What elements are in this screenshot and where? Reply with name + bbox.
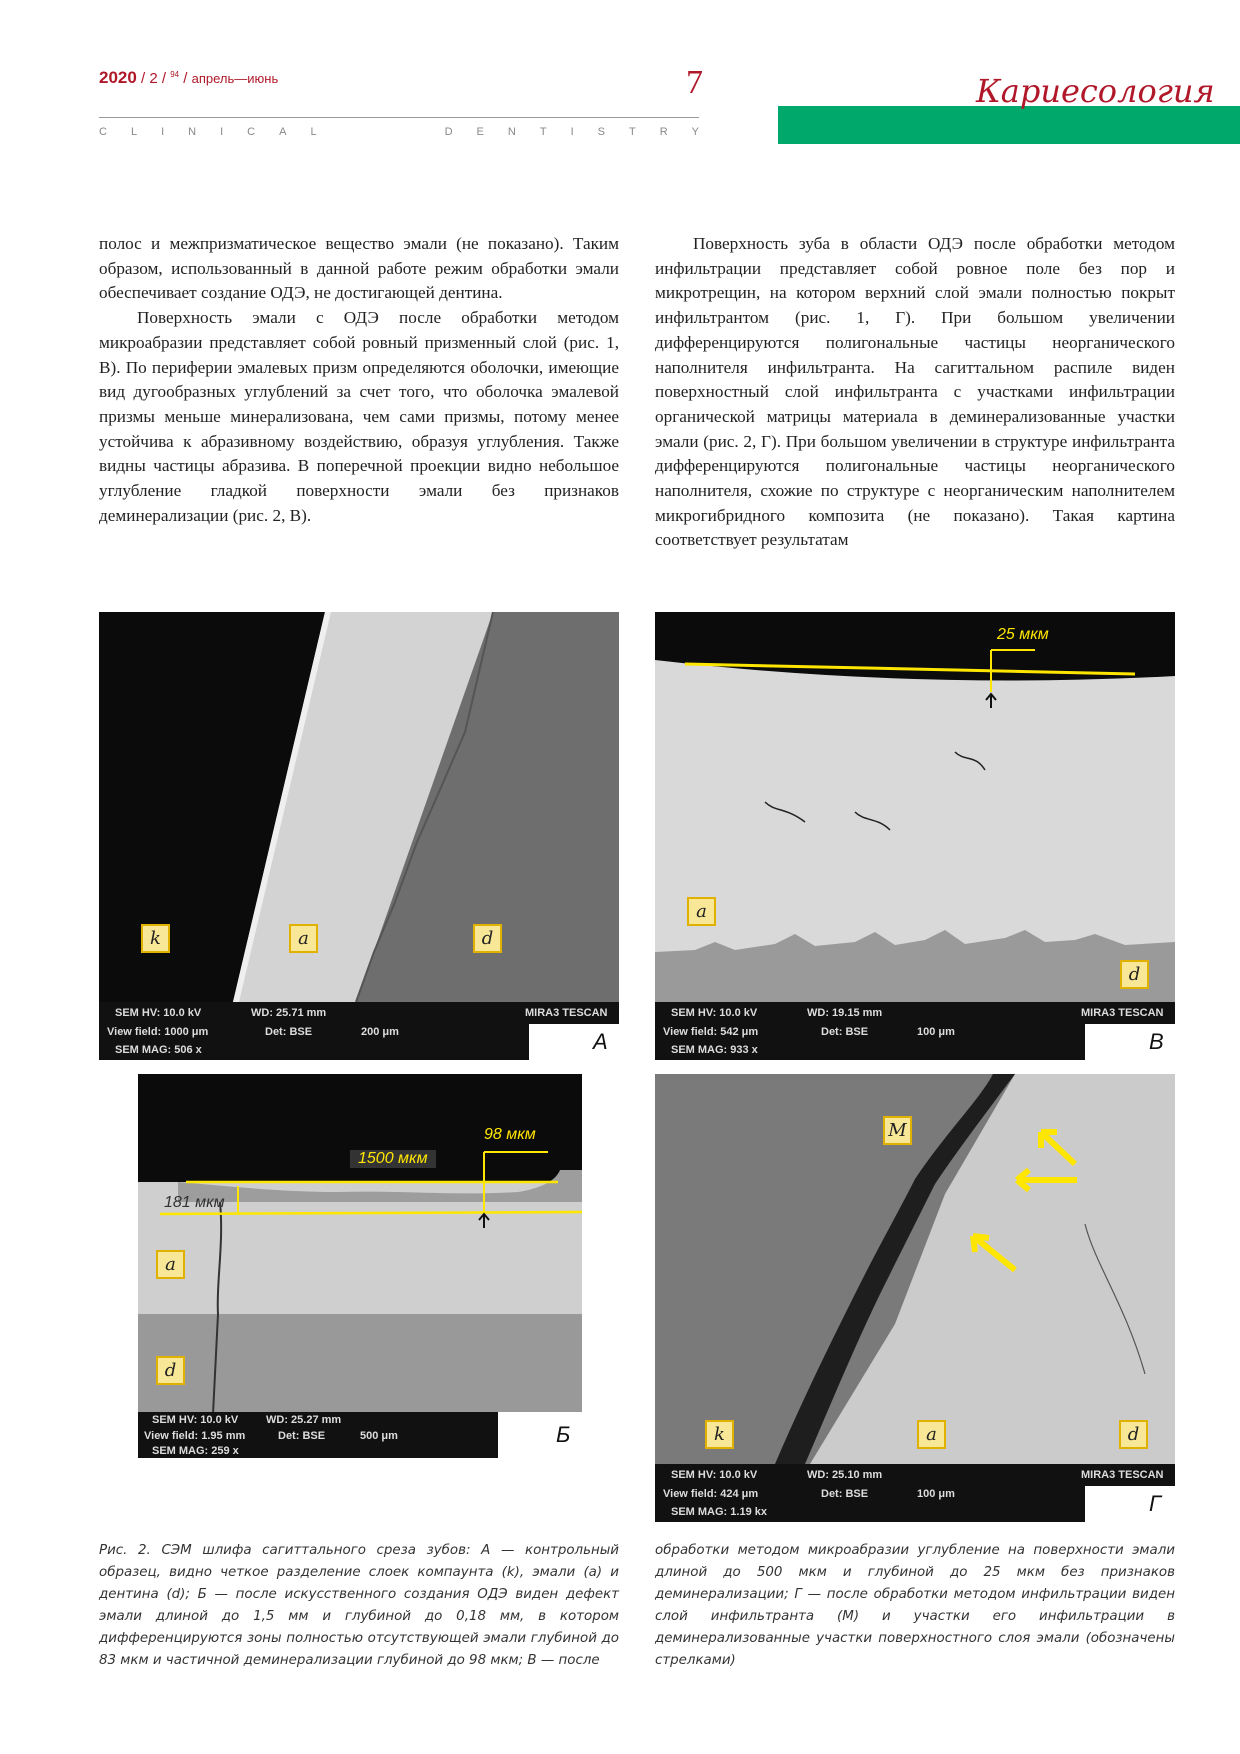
journal-letter: A [279, 126, 287, 138]
right-column-text [655, 232, 1175, 553]
panel-letter-v: В [1149, 1029, 1164, 1054]
panel-letter-a: А [593, 1029, 608, 1054]
journal-letter: I [220, 126, 224, 138]
journal-letter: N [188, 126, 197, 138]
sem-mag: SEM MAG: 1.19 kx [671, 1506, 767, 1518]
issue-number: 2 [149, 70, 158, 87]
sem-mag: SEM MAG: 506 x [115, 1044, 202, 1056]
header-rule [99, 117, 699, 118]
sem-detector: Det: BSE [821, 1488, 869, 1500]
figure-caption-right: обработки методом микроабразии углубление на поверхности эмали длиной до 500 мкм и глубиной до 25 мкм без признаков деминерализации; Г — после обработки методом инфильтрации виден слой инфильтранта (М) и участки его инфильтрации в деминерализованные участки поверхностного слоя эмали (обозначены стрелками) [655, 1543, 1175, 1668]
journal-letter: S [597, 126, 605, 138]
panel-letter-b: Б [556, 1422, 571, 1447]
sem-hv: SEM HV: 10.0 kV [152, 1414, 239, 1426]
issue-year: 2020 [99, 68, 137, 87]
figure-panel-g [655, 1074, 1175, 1522]
sem-view-field: View field: 542 μm [663, 1026, 759, 1038]
label-enamel: a [687, 897, 716, 926]
left-column-text [99, 232, 619, 528]
sem-hv: SEM HV: 10.0 kV [671, 1469, 758, 1481]
journal-letter: L [130, 126, 138, 138]
measure-1500: 1500 мкм [350, 1150, 436, 1168]
sem-brand: MIRA3 TESCAN [525, 1007, 608, 1019]
sem-hv: SEM HV: 10.0 kV [671, 1007, 758, 1019]
panel-letter-box [1085, 1486, 1175, 1522]
sem-scale: 100 μm [917, 1026, 955, 1038]
paragraph: полос и межпризматическое вещество эмали (не показано). Таким образом, использованный в данной работе режим обработки эмали обеспечивает создание ОДЭ, не достигающей дентина. [99, 234, 619, 303]
sem-wd: WD: 25.10 mm [807, 1469, 883, 1481]
journal-letter: Y [691, 126, 699, 138]
sem-brand: MIRA3 TESCAN [1081, 1007, 1164, 1019]
figure-panel-a [99, 612, 619, 1060]
issue-info: 2020 / 2 / $^{94}$ / апрель—июнь [99, 68, 279, 87]
journal-letter: I [570, 126, 574, 138]
measure-25: 25 мкм [997, 626, 1049, 643]
sem-view-field: View field: 424 μm [663, 1488, 759, 1500]
figure-panel-v [655, 612, 1175, 1060]
journal-letter: N [507, 126, 516, 138]
sem-wd: WD: 19.15 mm [807, 1007, 883, 1019]
section-title: Кариесология [976, 72, 1215, 110]
label-dentin: d [156, 1356, 185, 1385]
label-enamel: a [289, 924, 318, 953]
section-color-bar [778, 106, 1240, 144]
issue-total-number: 94 [170, 70, 180, 79]
label-compound: k [141, 924, 170, 953]
panel-letter-g: Г [1149, 1491, 1161, 1516]
sem-view-field: View field: 1000 μm [107, 1026, 209, 1038]
sem-view-field: View field: 1.95 mm [144, 1430, 246, 1442]
journal-letter: C [99, 126, 107, 138]
sem-wd: WD: 25.71 mm [251, 1007, 327, 1019]
journal-letter: T [628, 126, 636, 138]
label-dentin: d [1119, 1420, 1148, 1449]
label-compound: k [705, 1420, 734, 1449]
label-dentin: d [1120, 960, 1149, 989]
figure-panel-b [138, 1074, 582, 1458]
journal-letter: D [444, 126, 453, 138]
journal-name [99, 126, 699, 138]
sem-detector: Det: BSE [278, 1430, 326, 1442]
page-number: 7 [686, 64, 703, 101]
sem-scale: 200 μm [361, 1026, 399, 1038]
sem-hv: SEM HV: 10.0 kV [115, 1007, 202, 1019]
label-dentin: d [473, 924, 502, 953]
sem-mag: SEM MAG: 933 x [671, 1044, 758, 1056]
sem-wd: WD: 25.27 mm [266, 1414, 342, 1426]
sem-detector: Det: BSE [821, 1026, 869, 1038]
journal-letter: L [310, 126, 317, 138]
label-enamel: a [156, 1250, 185, 1279]
sem-scale: 500 μm [360, 1430, 398, 1442]
measure-98: 98 мкм [484, 1126, 536, 1143]
journal-letter: C [247, 126, 256, 138]
sem-image-g [655, 1074, 1175, 1522]
figure-caption-left: Рис. 2. СЭМ шлифа сагиттального среза зубов: А — контрольный образец, видно четкое разделение слоек компаунта (k), эмали (a) и дентина (d); Б — после искусственного создания ОДЭ виден дефект эмали длиной до 1,5 мм и глубиной до 0,18 мм, в котором дифференцируются зоны полностью отсутствующей эмали глубиной до 83 мкм и частичной деминерализации глубиной до 98 мкм; В — после [99, 1543, 619, 1668]
journal-letter: R [659, 126, 668, 138]
paragraph: Поверхность зуба в области ОДЭ после обработки методом инфильтрации представляет собой ровное поле без пор и микротрещин, на котором верхний слой эмали полностью покрыт инфильтрантом (рис. 1, Г). При большом увеличении дифференцируются полигональные частицы неорганического наполнителя инфильтранта. На сагиттальном распиле виден поверхностный слой инфильтранта с участками инфильтрации органической матрицы материала в деминерализованные участки эмали (рис. 2, Г). При большом увеличении в структуре инфильтранта дифференцируются полигональные частицы неорганического наполнителя, схожие по структуре с неорганическим наполнителем микрогибридного композита (не показано). Такая картина соответствует результатам [655, 234, 1175, 550]
issue-months: апрель—июнь [191, 71, 279, 86]
label-infiltrant: M [883, 1116, 912, 1145]
measure-181: 181 мкм [164, 1194, 225, 1211]
sem-detector: Det: BSE [265, 1026, 313, 1038]
sem-scale: 100 μm [917, 1488, 955, 1500]
sem-image-v [655, 612, 1175, 1060]
paragraph: Поверхность эмали с ОДЭ после обработки методом микроабразии представляет собой ровный призменный слой (рис. 1, В). По периферии эмалевых призм определяются оболочки, имеющие вид дугообразных углублений за счет того, что оболочка эмалевой призмы меньше минерализована, чем сами призмы, потому менее устойчива к абразивному воздействию, образуя углубления. Также видны частицы абразива. В поперечной проекции видно небольшое углубление гладкой поверхности эмали без признаков деминерализации (рис. 2, В). [99, 308, 619, 525]
sem-brand: MIRA3 TESCAN [1081, 1469, 1164, 1481]
sem-mag: SEM MAG: 259 x [152, 1445, 239, 1457]
journal-letter: I [161, 126, 165, 138]
journal-letter: E [476, 126, 484, 138]
journal-letter: T [539, 126, 547, 138]
sem-image-a [99, 612, 619, 1060]
label-enamel: a [917, 1420, 946, 1449]
